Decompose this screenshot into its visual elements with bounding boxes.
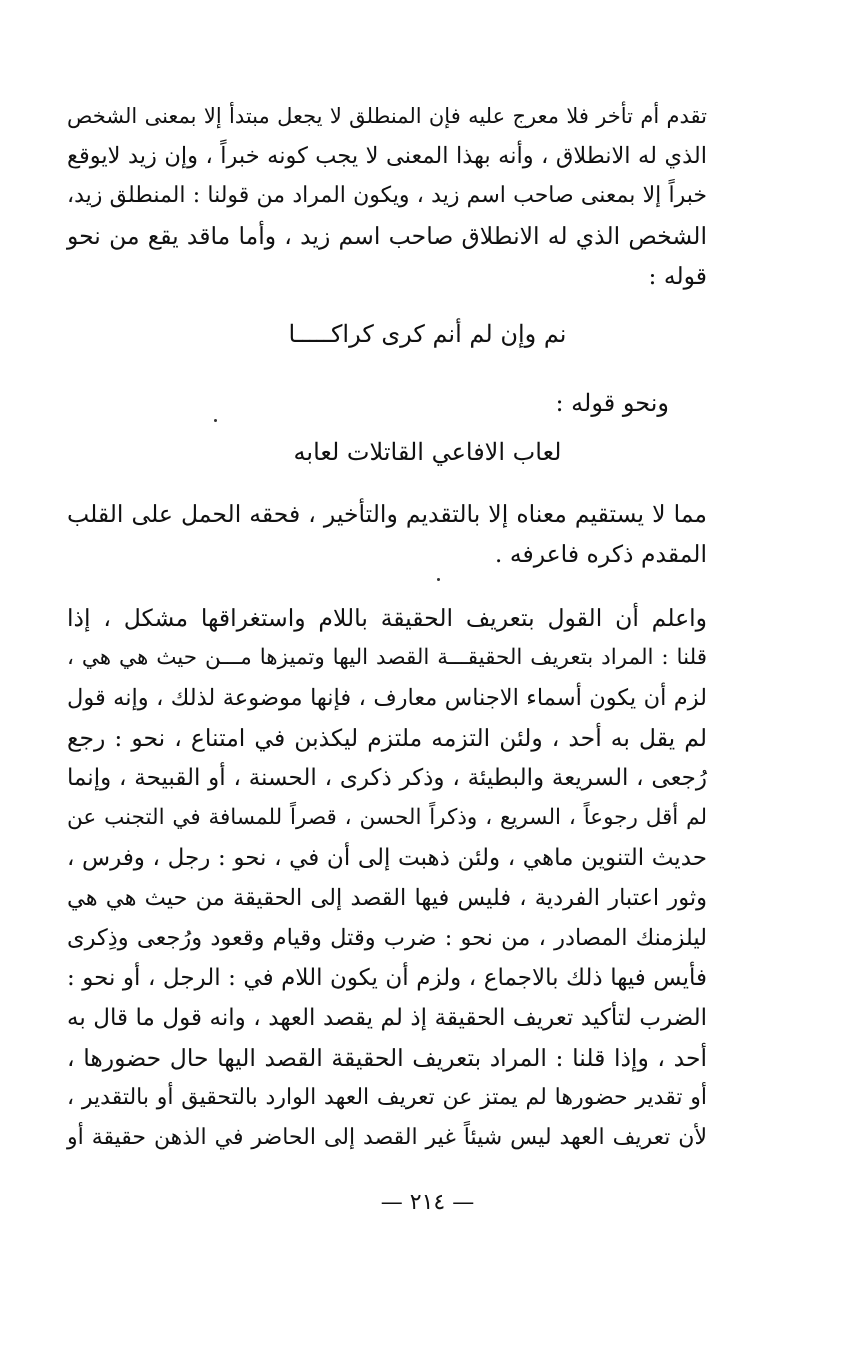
text-line: أحد ، وإذا قلنا : المراد بتعريف الحقيقة القصد اليها حال حضورها ، [67,1044,707,1072]
text-line: مما لا يستقيم معناه إلا بالتقديم والتأخير ، فحقه الحمل على القلب [67,500,707,528]
text-line: أو تقدير حضورها لم يمتز عن تعريف العهد الوارد بالتحقيق أو بالتقدير ، [67,1085,707,1110]
text-line: لم يقل به أحد ، ولئن التزمه ملتزم ليكذبن في امتناع ، نحو : رجع [67,724,707,752]
verse-intro: ونحو قوله : [555,389,669,417]
ink-speck [437,578,440,581]
text-line: ليلزمنك المصادر ، من نحو : ضرب وقتل وقيام وقعود ورُجعى وذِكرى [67,925,707,951]
text-line: خبراً إلا بمعنى صاحب اسم زيد ، ويكون المراد من قولنا : المنطلق زيد، [67,183,707,208]
paragraph-3 [67,598,707,1158]
text-line: قوله : [648,262,707,290]
text-line: لزم أن يكون أسماء الاجناس معارف ، فإنها موضوعة لذلك ، وإنه قول [67,685,707,711]
text-line: فأيس فيها ذلك بالاجماع ، ولزم أن يكون اللام في : الرجل ، أو نحو : [67,965,707,991]
ink-speck [214,419,217,422]
page-number: — ٢١٤ — [380,1190,475,1215]
text-line: تقدم أم تأخر فلا معرج عليه فإن المنطلق لا يجعل مبتدأ إلا بمعنى الشخص [67,104,707,128]
paragraph-1 [67,96,707,296]
text-line: وثور اعتبار الفردية ، فليس فيها القصد إلى الحقيقة من حيث هي هي [67,885,707,911]
verse-1: نم وإن لم أنم كرى كراكـــــا [288,320,567,348]
verse-2: لعاب الافاعي القاتلات لعابه [293,438,562,466]
text-line: لأن تعريف العهد ليس شيئاً غير القصد إلى الحاضر في الذهن حقيقة أو [67,1125,707,1150]
text-line: المقدم ذكره فاعرفه . [494,540,707,568]
text-line: واعلم أن القول بتعريف الحقيقة باللام واستغراقها مشكل ، إذا [67,604,707,632]
text-line: الشخص الذي له الانطلاق صاحب اسم زيد ، وأما ماقد يقع من نحو [67,222,707,250]
text-line: حديث التنوين ماهي ، ولئن ذهبت إلى أن في ، نحو : رجل ، وفرس ، [67,845,707,871]
text-line: الضرب لتأكيد تعريف الحقيقة إذ لم يقصد العهد ، وانه قول ما قال به [67,1005,707,1031]
paragraph-2 [67,494,707,574]
text-line: قلنا : المراد بتعريف الحقيقـــة القصد اليها وتميزها مـــن حيث هي هي ، [67,645,707,670]
text-line: رُجعى ، السريعة والبطيئة ، وذكر ذكرى ، الحسنة ، أو القبيحة ، وإنما [67,765,707,791]
text-line: الذي له الانطلاق ، وأنه بهذا المعنى لا يجب كونه خبراً ، وإن زيد لايوقع [67,143,707,169]
text-line: لم أقل رجوعاً ، السريع ، وذكراً الحسن ، قصراً للمسافة في التجنب عن [67,805,707,830]
